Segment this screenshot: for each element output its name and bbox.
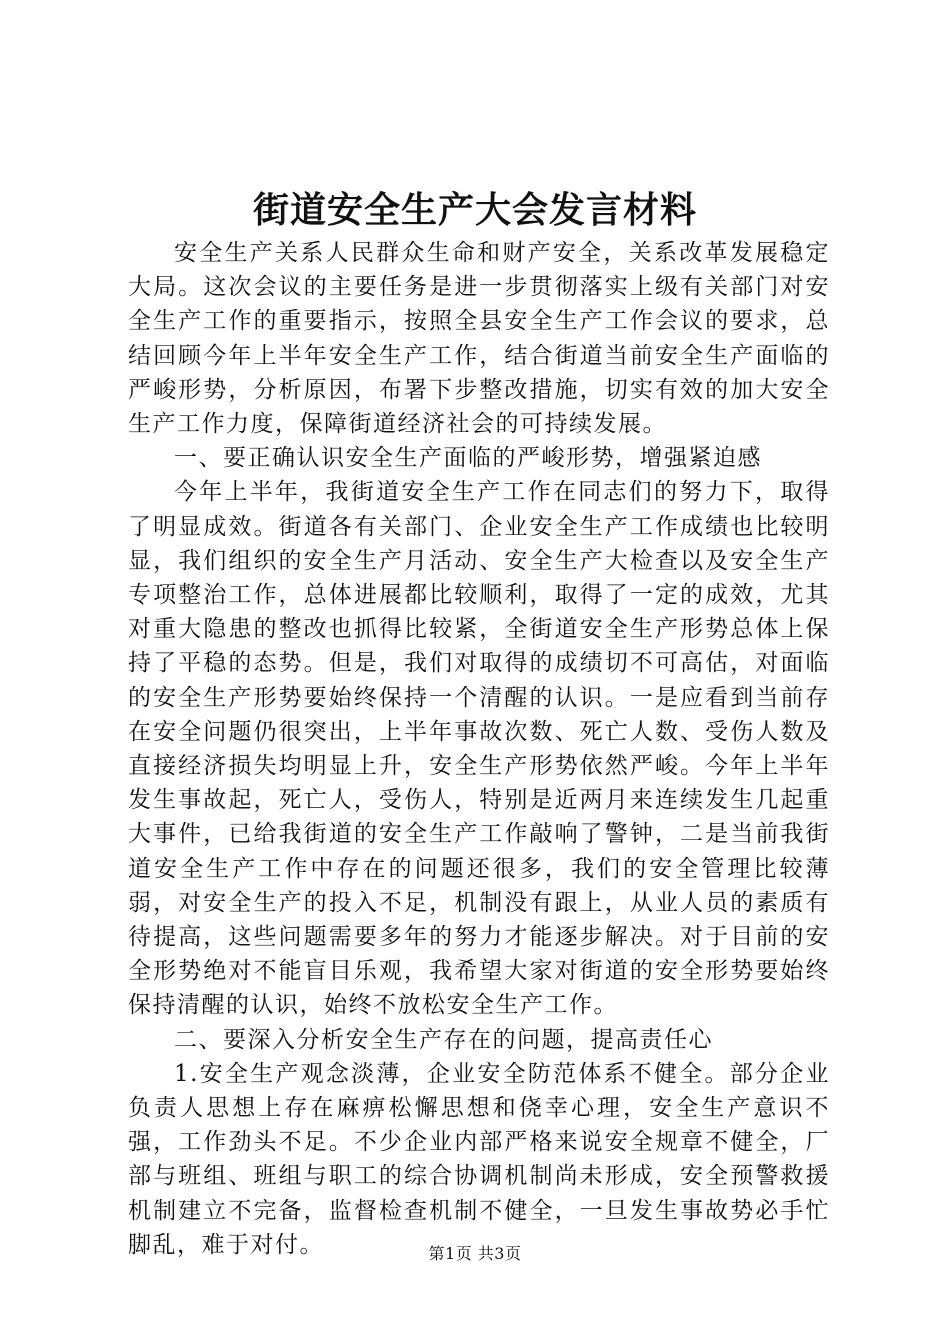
paragraph-section-2-item-1: 1.安全生产观念淡薄，企业安全防范体系不健全。部分企业负责人思想上存在麻痹松懈思想和侥幸心理，安全生产意识不强，工作劲头不足。不少企业内部严格来说安全规章不健全，厂部与班组、班组与职工的综合协调机制尚未形成，安全预警救援机制建立不完备，监督检查机制不健全，一旦发生事故势必手忙脚乱，难于对付。 — [128, 1060, 830, 1258]
paragraph-intro: 安全生产关系人民群众生命和财产安全，关系改革发展稳定大局。这次会议的主要任务是进一步贯彻落实上级有关部门对安全生产工作的重要指示，按照全县安全生产工作会议的要求，总结回顾今年上半年安全生产工作，结合街道当前安全生产面临的严峻形势，分析原因，布署下步整改措施，切实有效的加大安全生产工作力度，保障街道经济社会的可持续发展。 — [128, 240, 830, 438]
document-title: 街道安全生产大会发言材料 — [252, 189, 697, 231]
paragraph-section-1: 今年上半年，我街道安全生产工作在同志们的努力下，取得了明显成效。街道各有关部门、企业安全生产工作成绩也比较明显，我们组织的安全生产月活动、安全生产大检查以及安全生产专项整治工作，总体进展都比较顺利，取得了一定的成效，尤其对重大隐患的整改也抓得比较紧，全街道安全生产形势总体上保持了平稳的态势。但是，我们对取得的成绩切不可高估，对面临的安全生产形势要始终保持一个清醒的认识。一是应看到当前存在安全问题仍很突出，上半年事故次数、死亡人数、受伤人数及直接经济损失均明显上升，安全生产形势依然严峻。今年上半年发生事故起，死亡人，受伤人，特别是近两月来连续发生几起重大事件，已给我街道的安全生产工作敲响了警钟，二是当前我街道安全生产工作中存在的问题还很多，我们的安全管理比较薄弱，对安全生产的投入不足，机制没有跟上，从业人员的素质有待提高，这些问题需要多年的努力才能逐步解决。对于目前的安全形势绝对不能盲目乐观，我希望大家对街道的安全形势要始终保持清醒的认识，始终不放松安全生产工作。 — [128, 479, 830, 1019]
document-body — [128, 236, 830, 1262]
section-heading-1: 一、要正确认识安全生产面临的严峻形势，增强紧迫感 — [174, 445, 762, 472]
section-heading-2: 二、要深入分析安全生产存在的问题，提高责任心 — [174, 1026, 713, 1053]
page-footer: 第1页 共3页 — [428, 1244, 522, 1263]
